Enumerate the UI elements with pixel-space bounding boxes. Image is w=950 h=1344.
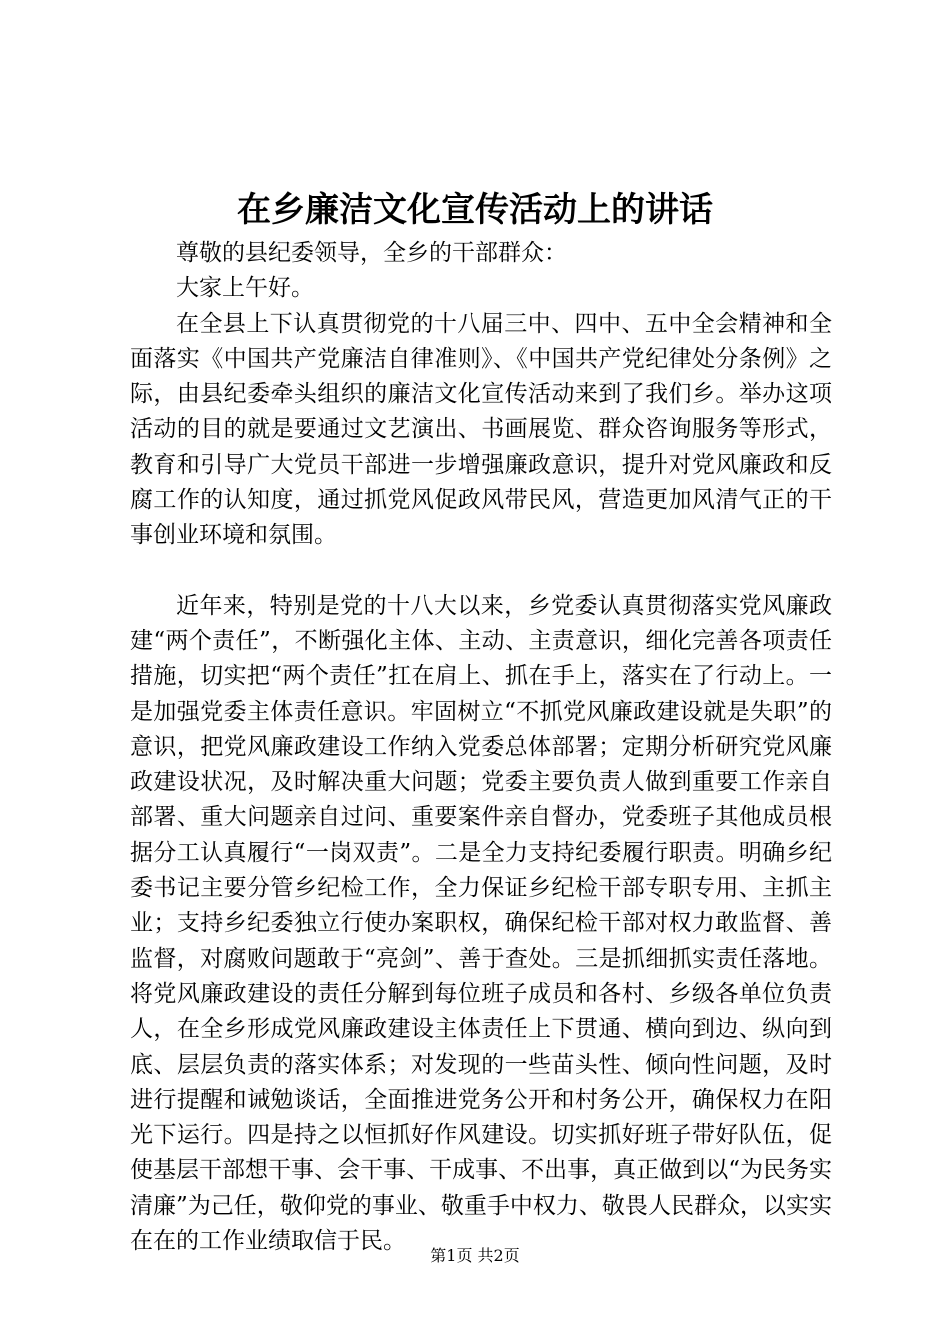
paragraph-achievements: 近年来，特别是党的十八大以来，乡党委认真贯彻落实党风廉政建“两个责任”，不断强化主体、主动、主责意识，细化完善各项责任措施，切实把“两个责任”扛在肩上、抓在手上，落实在了行动上。一是加强党委主体责任意识。牢固树立“不抓党风廉政建设就是失职”的意识，把党风廉政建设工作纳入党委总体部署；定期分析研究党风廉政建设状况，及时解决重大问题；党委主要负责人做到重要工作亲自部署、重大问题亲自过问、重要案件亲自督办，党委班子其他成员根据分工认真履行“一岗双责”。二是全力支持纪委履行职责。明确乡纪委书记主要分管乡纪检工作，全力保证乡纪检干部专职专用、主抓主业；支持乡纪委独立行使办案职权，确保纪检干部对权力敢监督、善监督，对腐败问题敢于“亮剑”、善于查处。三是抓细抓实责任落地。将党风廉政建设的责任分解到每位班子成员和各村、乡级各单位负责人，在全乡形成党风廉政建设主体责任上下贯通、横向到边、纵向到底、层层负责的落实体系；对发现的一些苗头性、倾向性问题，及时进行提醒和诫勉谈话，全面推进党务公开和村务公开，确保权力在阳光下运行。四是持之以恒抓好作风建设。切实抓好班子带好队伍，促使基层干部想干事、会干事、干成事、不出事，真正做到以“为民务实清廉”为己任，敬仰党的事业、敬重手中权力、敬畏人民群众，以实实在在的工作业绩取信于民。	[130, 592, 832, 1255]
document-body	[130, 236, 832, 1259]
document-title: 在乡廉洁文化宣传活动上的讲话	[237, 190, 713, 230]
greeting-line: 大家上午好。	[176, 275, 314, 302]
paragraph-intro: 在全县上下认真贯彻党的十八届三中、四中、五中全会精神和全面落实《中国共产党廉洁自律准则》、《中国共产党纪律处分条例》之际，由县纪委牵头组织的廉洁文化宣传活动来到了我们乡。举办这项活动的目的就是要通过文艺演出、书画展览、群众咨询服务等形式，教育和引导广大党员干部进一步增强廉政意识，提升对党风廉政和反腐工作的认知度，通过抓党风促政风带民风，营造更加风清气正的干事创业环境和氛围。	[130, 310, 832, 549]
salutation-line: 尊敬的县纪委领导，全乡的干部群众：	[176, 240, 567, 266]
page-number-footer: 第1页 共2页	[430, 1246, 520, 1265]
